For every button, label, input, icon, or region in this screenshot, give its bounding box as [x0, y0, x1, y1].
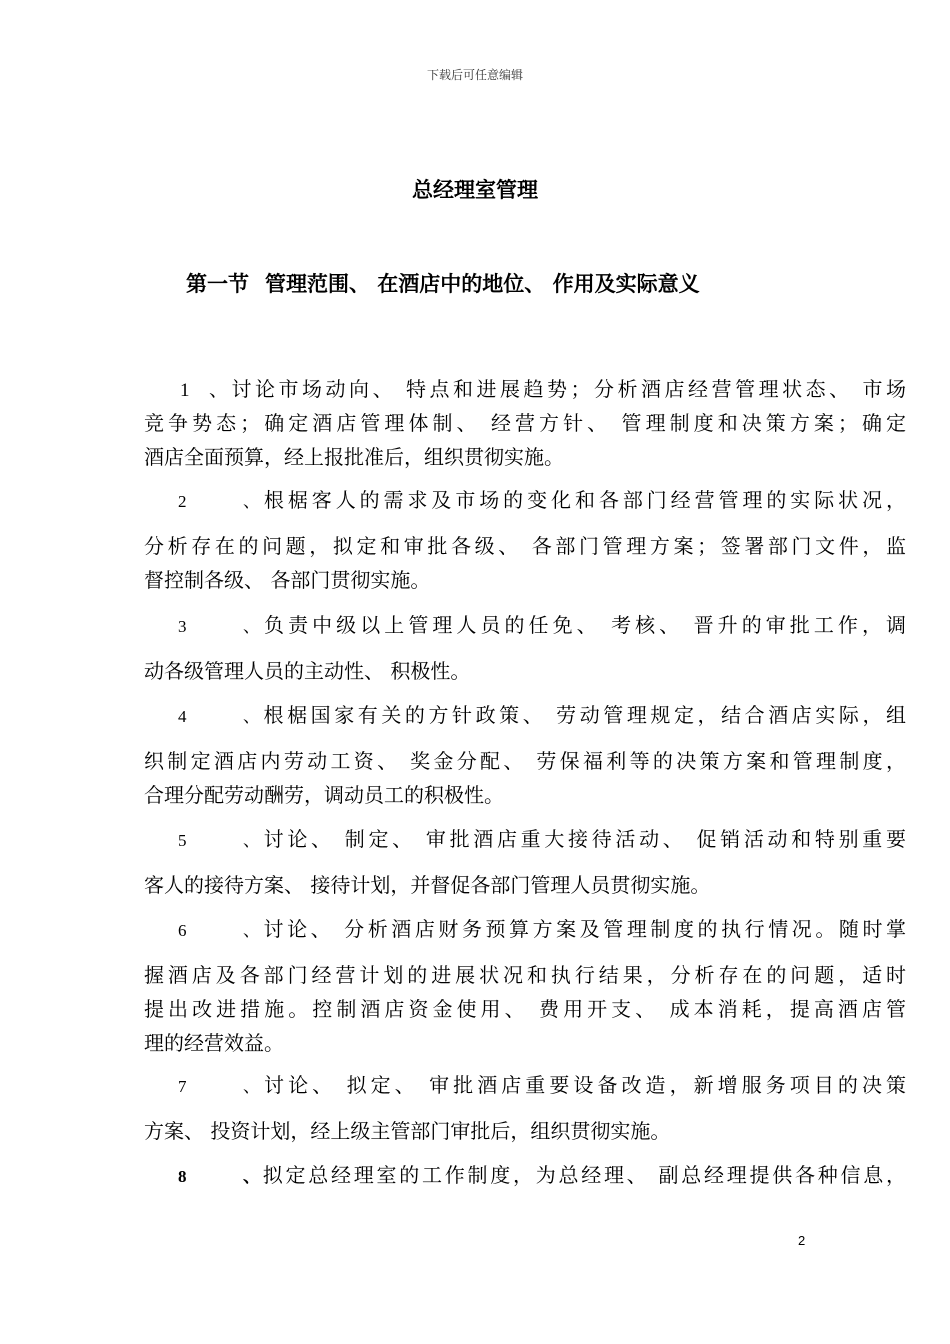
item-line	[144, 483, 906, 517]
list-item	[144, 698, 906, 812]
item-line	[144, 822, 906, 856]
item-line	[144, 1158, 906, 1192]
list-item	[144, 822, 906, 902]
list-item	[144, 1068, 906, 1148]
list-item	[144, 483, 906, 597]
item-line	[144, 1068, 906, 1102]
page-number: 2	[798, 1233, 806, 1248]
item-text: 客人的接待方案、 接待计划，并督促各部门管理人员贯彻实施。	[144, 873, 711, 897]
item-text: 讨论、 制定、 审批酒店重大接待活动、 促销活动和特别重要	[260, 827, 906, 851]
item-text: 合理分配劳动酬劳，调动员工的积极性。	[144, 783, 504, 807]
item-line	[144, 698, 906, 732]
list-item	[144, 1158, 906, 1192]
item-text: 分析存在的问题，拟定和审批各级、 各部门管理方案；签署部门文件，监	[144, 534, 906, 558]
list-item	[144, 608, 906, 688]
item-number: 1、	[180, 380, 228, 401]
list-item	[144, 912, 906, 1060]
item-text: 讨论、 拟定、 审批酒店重要设备改造，新增服务项目的决策	[260, 1073, 906, 1097]
item-text: 讨论市场动向、 特点和进展趋势；分析酒店经营管理状态、 市场	[228, 377, 906, 401]
item-number: 4、	[178, 707, 260, 726]
item-text: 根椐客人的需求及市场的变化和各部门经营管理的实际状况，	[260, 488, 906, 512]
page-header: 下载后可任意编辑	[426, 68, 523, 82]
item-number: 6、	[178, 921, 260, 940]
section-heading	[186, 268, 700, 298]
item-text: 竞争势态；确定酒店管理体制、 经营方针、 管理制度和决策方案；确定	[144, 411, 906, 435]
item-text: 拟定总经理室的工作制度，为总经理、 副总经理提供各种信息，	[260, 1163, 906, 1187]
item-text: 方案、 投资计划，经上级主管部门审批后，组织贯彻实施。	[144, 1119, 671, 1143]
item-line	[144, 372, 906, 406]
list-item	[144, 372, 906, 474]
item-number: 8、	[178, 1167, 260, 1186]
item-line	[144, 608, 906, 642]
item-text: 动各级管理人员的主动性、 积极性。	[144, 659, 471, 683]
item-text: 握酒店及各部门经营计划的进展状况和执行结果，分析存在的问题，适时	[144, 963, 906, 987]
item-text: 讨论、 分析酒店财务预算方案及管理制度的执行情况。随时掌	[260, 917, 906, 941]
item-text: 督控制各级、 各部门贯彻实施。	[144, 568, 431, 592]
section-title: 管理范围、 在酒店中的地位、 作用及实际意义	[265, 272, 700, 296]
item-number: 7、	[178, 1077, 260, 1096]
section-label: 第一节	[186, 271, 249, 296]
item-text: 提出改进措施。控制酒店资金使用、 费用开支、 成本消耗，提高酒店管	[144, 997, 906, 1021]
item-line	[144, 912, 906, 946]
document-title: 总经理室管理	[412, 178, 538, 202]
item-text: 根椐国家有关的方针政策、 劳动管理规定，结合酒店实际，组	[260, 703, 906, 727]
item-text: 理的经营效益。	[144, 1031, 284, 1055]
item-number: 3、	[178, 617, 260, 636]
item-number: 5、	[178, 831, 260, 850]
item-text: 织制定酒店内劳动工资、 奖金分配、 劳保福利等的决策方案和管理制度，	[144, 749, 906, 773]
item-text: 酒店全面预算，经上报批准后，组织贯彻实施。	[144, 445, 564, 469]
item-number: 2、	[178, 492, 260, 511]
item-text: 负责中级以上管理人员的任免、 考核、 晋升的审批工作，调	[260, 613, 906, 637]
